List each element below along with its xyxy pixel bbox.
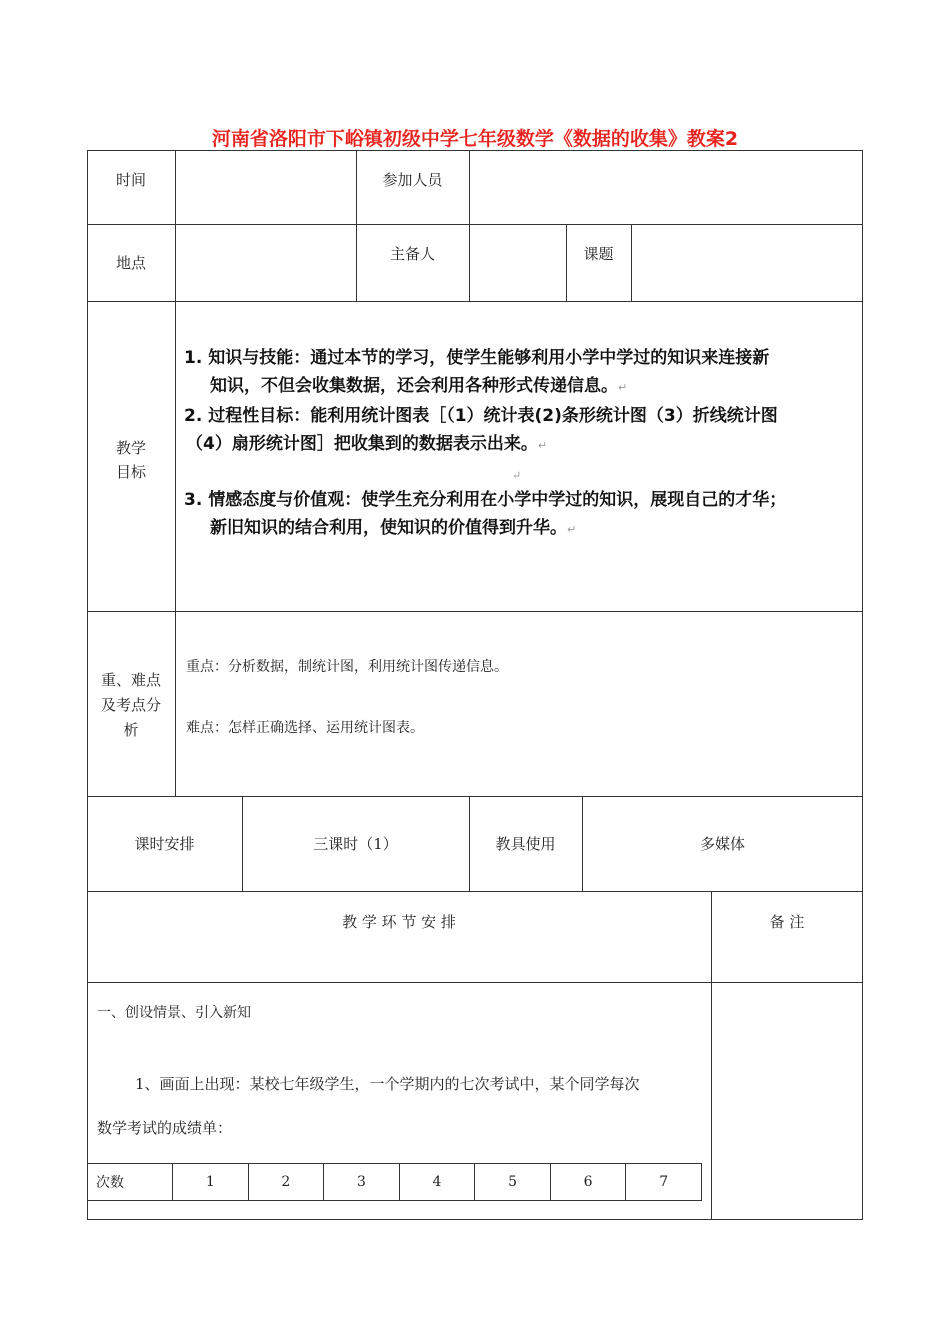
- table-row: [88, 1164, 702, 1201]
- score-table-col: 7: [626, 1164, 702, 1201]
- score-table-col: 2: [248, 1164, 324, 1201]
- scenario-paragraph: [97, 1062, 640, 1150]
- score-table-header: 次数: [88, 1164, 173, 1201]
- score-table-col: 6: [550, 1164, 626, 1201]
- objective-item-1: [184, 344, 769, 402]
- difficulty-text: 难点：怎样正确选择、运用统计图表。: [186, 720, 424, 736]
- score-table-col: 4: [399, 1164, 475, 1201]
- notes-label: 备 注: [769, 913, 805, 931]
- key-points-label-line3: 析: [123, 721, 139, 739]
- row-divider: [87, 891, 863, 892]
- scenario-line2: 数学考试的成绩单：: [97, 1119, 233, 1137]
- row-divider: [87, 301, 863, 302]
- objectives-label-line1: 教学: [115, 439, 146, 457]
- participants-label: 参加人员: [382, 171, 443, 189]
- paragraph-mark-icon: ↵: [537, 439, 548, 452]
- objective-2-line2: （4）扇形统计图］把收集到的数据表示出来。: [186, 434, 538, 454]
- row-divider: [87, 611, 863, 612]
- preparer-label: 主备人: [389, 245, 435, 263]
- document-title: 河南省洛阳市下峪镇初级中学七年级数学《数据的收集》教案2: [211, 128, 739, 150]
- hours-label: 课时安排: [134, 835, 195, 853]
- objective-1-line2: 知识，不但会收集数据，还会利用各种形式传递信息。: [210, 376, 618, 396]
- key-points-label: [87, 668, 175, 743]
- key-points-label-line1: 重、难点: [100, 671, 161, 689]
- objectives-label-line2: 目标: [115, 463, 146, 481]
- key-points-label-line2: 及考点分: [100, 696, 161, 714]
- row-divider: [87, 224, 863, 225]
- col-divider: [711, 891, 712, 1220]
- row-divider: [87, 796, 863, 797]
- paragraph-mark-icon: ↵: [567, 523, 577, 536]
- objectives-label: [87, 436, 175, 484]
- objective-2-line1: 2. 过程性目标：能利用统计图表［（1）统计表(2)条形统计图（3）折线统计图: [184, 406, 778, 426]
- lesson-plan-table: [87, 150, 863, 1220]
- objective-3-line1: 3. 情感态度与价值观：使学生充分利用在小学中学过的知识，展现自己的才华；: [184, 490, 787, 510]
- paragraph-mark-icon: ↵: [512, 469, 522, 482]
- tools-value: 多媒体: [699, 835, 745, 853]
- objective-1-line1: 1. 知识与技能：通过本节的学习，使学生能够利用小学中学过的知识来连接新: [184, 348, 770, 368]
- scenario-line1: 1、画面上出现：某校七年级学生，一个学期内的七次考试中，某个同学每次: [135, 1075, 640, 1093]
- row-divider: [87, 982, 863, 983]
- arrangement-label: 教 学 环 节 安 排: [342, 913, 456, 931]
- score-table-col: 1: [173, 1164, 249, 1201]
- col-divider: [175, 150, 176, 796]
- key-point-text: 重点：分析数据，制统计图，利用统计图传递信息。: [186, 659, 508, 675]
- col-divider: [469, 150, 470, 301]
- section-heading: 一、创设情景、引入新知: [97, 1005, 251, 1021]
- objective-item-2: [184, 402, 778, 460]
- topic-label: 课题: [583, 245, 614, 263]
- time-label: 时间: [115, 171, 146, 189]
- location-label: 地点: [115, 254, 146, 272]
- objective-item-3: [184, 486, 786, 544]
- objective-3-line2: 新旧知识的结合利用，使知识的价值得到升华。: [210, 518, 567, 538]
- score-table-col: 3: [324, 1164, 400, 1201]
- paragraph-mark-icon: ↵: [618, 381, 628, 394]
- col-divider: [631, 224, 632, 301]
- score-table-col: 5: [475, 1164, 551, 1201]
- hours-value: 三课时（1）: [313, 835, 398, 853]
- score-table: [87, 1163, 702, 1201]
- tools-label: 教具使用: [495, 835, 556, 853]
